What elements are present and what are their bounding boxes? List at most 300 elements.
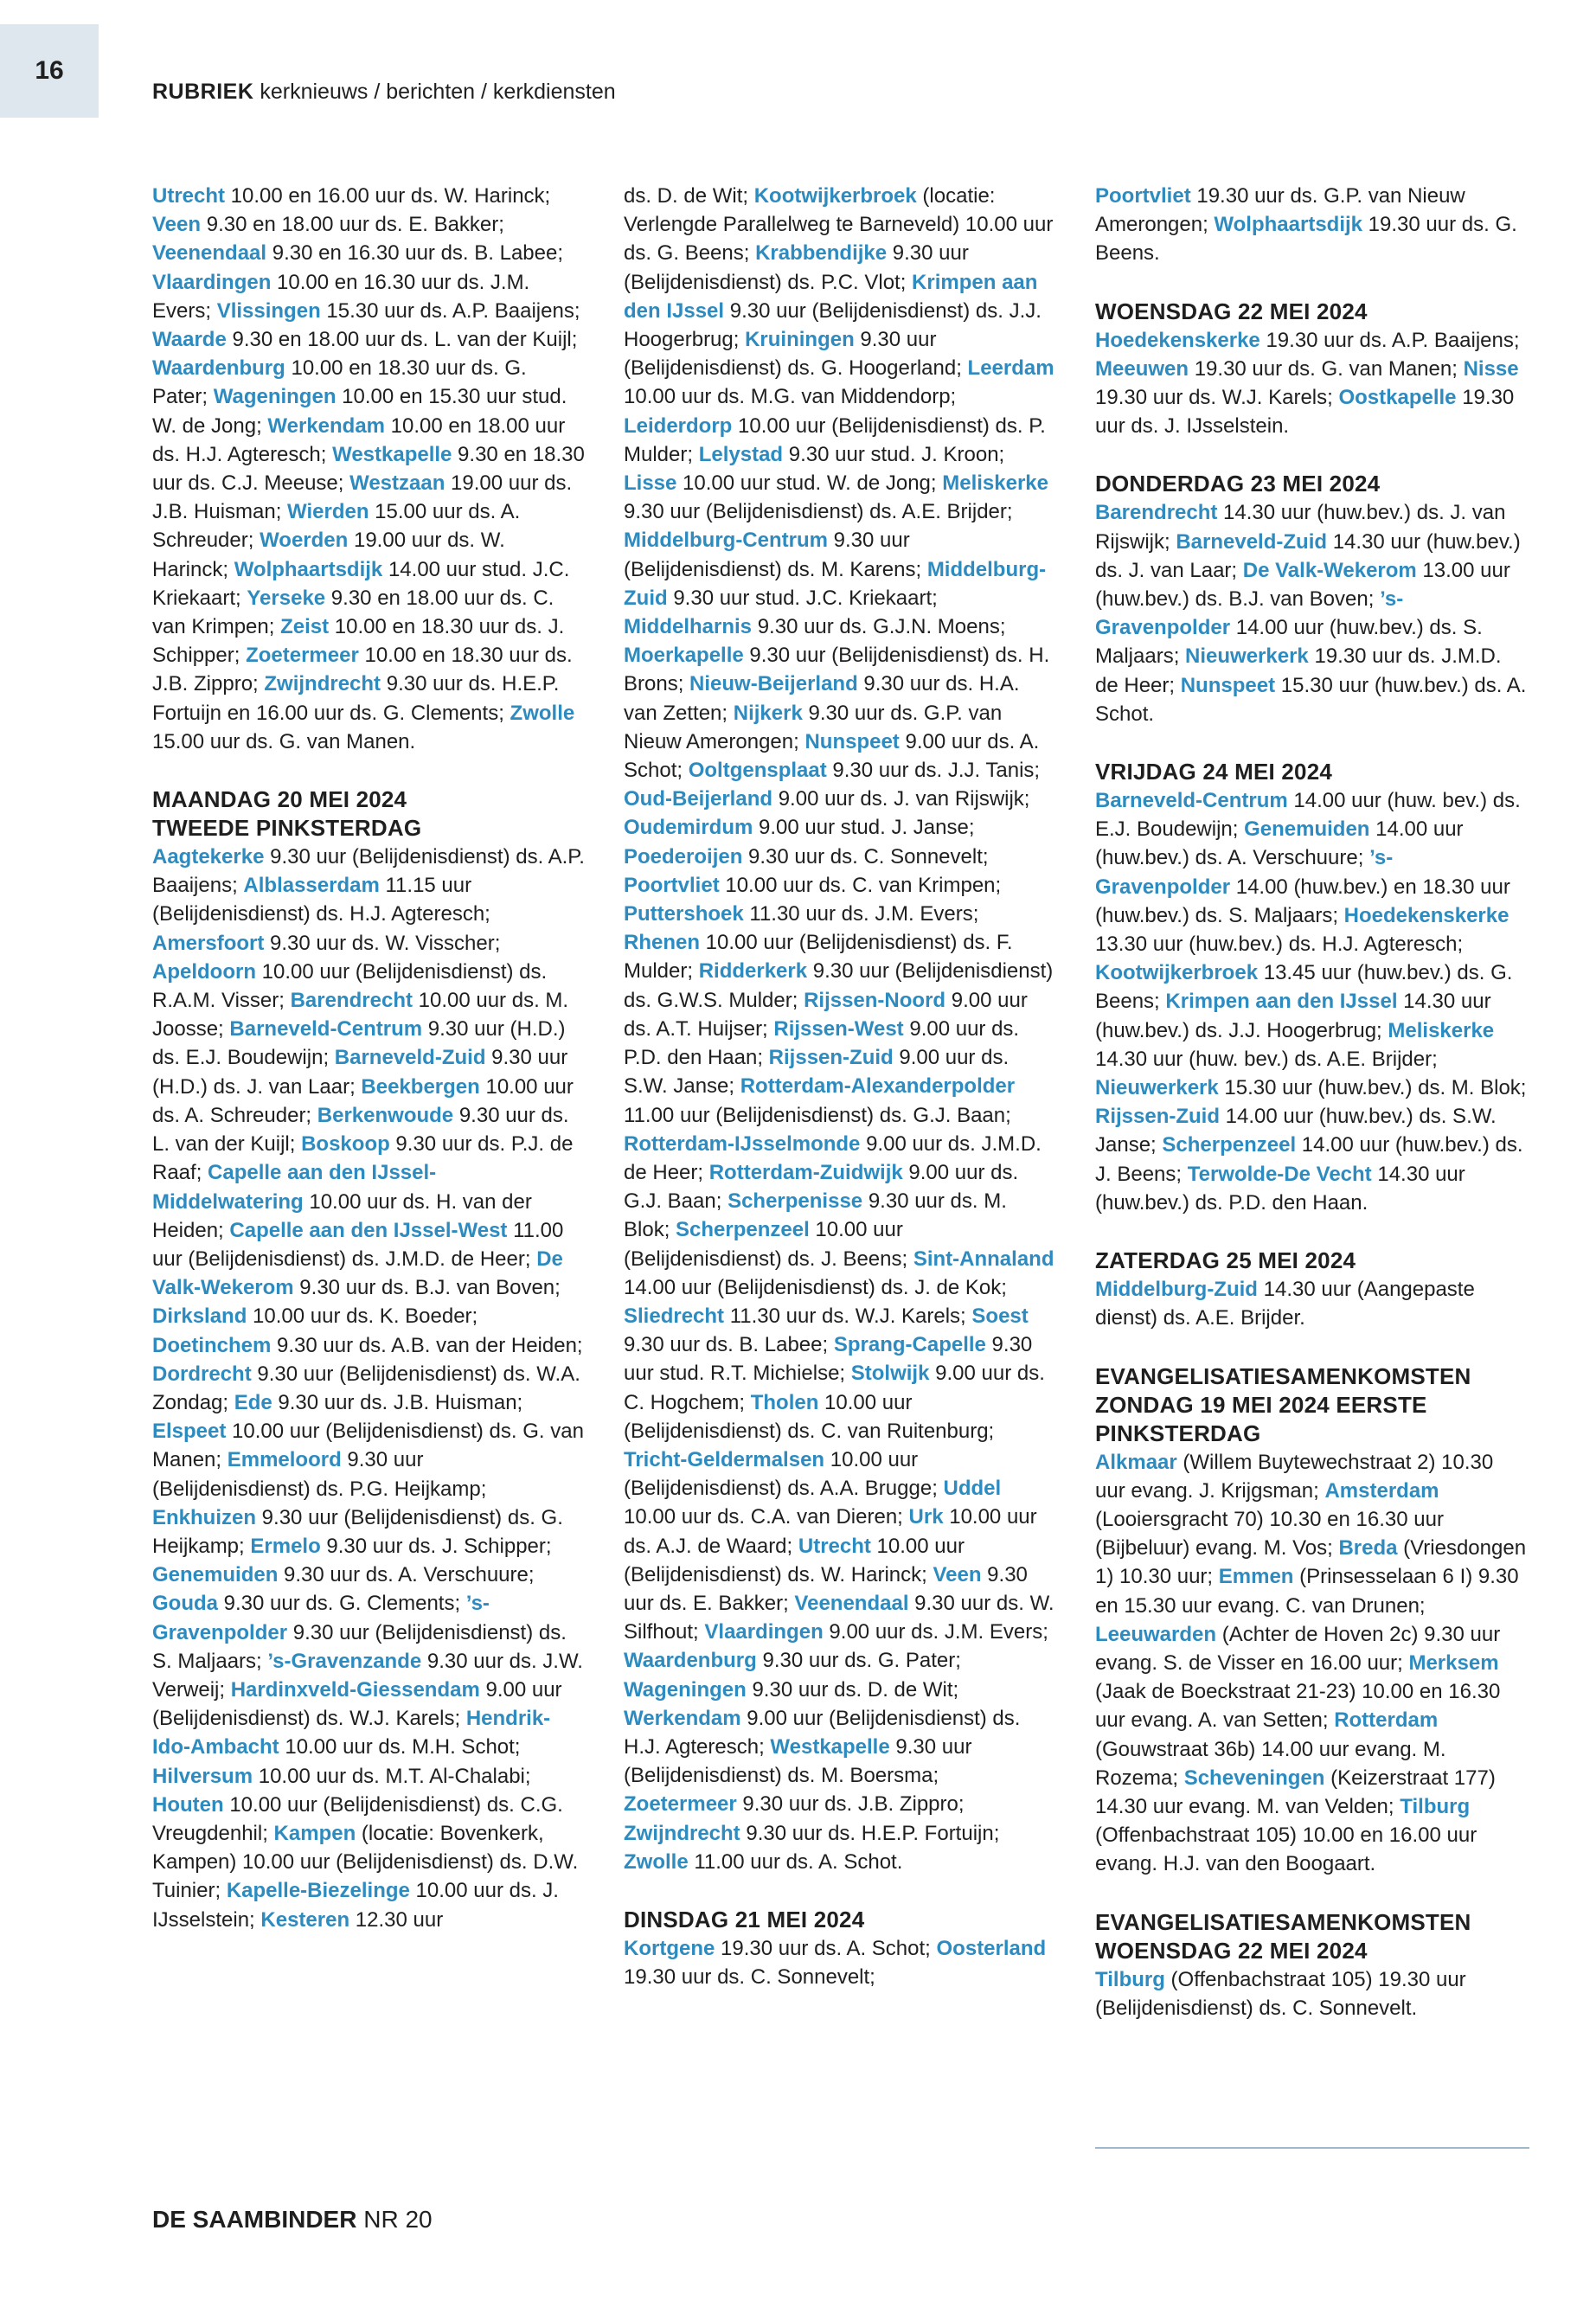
- service-details: 9.30 uur stud. J.C. Kriekaart;: [667, 586, 938, 610]
- service-details: 9.00 uur ds. P.D. den Haan;: [624, 1016, 1020, 1070]
- day-heading-line: WOENSDAG 22 MEI 2024: [1095, 298, 1368, 324]
- place-name: De Valk-Wekerom: [152, 1247, 563, 1300]
- place-name: Alkmaar: [1095, 1450, 1177, 1474]
- place-name: Nieuwerkerk: [1185, 644, 1309, 669]
- service-details: ds. D. de Wit;: [624, 184, 754, 208]
- place-name: Ede: [234, 1390, 272, 1414]
- place-name: Kootwijkerbroek: [753, 184, 917, 208]
- place-name: Hendrik-Ido-Ambacht: [152, 1707, 551, 1759]
- service-details: 9.30 uur ds. J.B. Zippro;: [736, 1792, 965, 1817]
- place-name: Utrecht: [152, 184, 226, 208]
- service-details: 9.30 uur ds. H.E.P. Fortuijn en 16.00 uur ds. G. Clements;: [152, 672, 560, 725]
- day-heading: [1095, 758, 1528, 786]
- place-name: Rijssen-West: [773, 1016, 904, 1041]
- service-details: 10.00 uur ds. C.A. van Dieren;: [624, 1505, 909, 1529]
- place-name: Genemuiden: [152, 1563, 279, 1587]
- service-details: 14.30 uur (huw.bev.) ds. J. van Rijswijk;: [1095, 501, 1506, 554]
- service-details: 10.00 en 18.00 uur ds. H.J. Agteresch;: [152, 413, 566, 466]
- service-details: 9.00 uur ds. A. Schot;: [624, 729, 1040, 783]
- place-name: Oosterland: [936, 1936, 1047, 1960]
- service-details: 14.00 uur (huw.bev.) ds. J. Beens;: [1095, 1133, 1523, 1186]
- place-name: Leerdam: [967, 356, 1054, 381]
- service-details: 19.30 uur ds. W.J. Karels;: [1095, 386, 1339, 410]
- place-name: Rotterdam-Zuidwijk: [708, 1160, 903, 1184]
- place-name: Wageningen: [624, 1677, 747, 1702]
- service-details: 19.00 uur ds. W. Harinck;: [152, 529, 505, 581]
- service-details: 9.00 uur ds. J. van Rijswijk;: [772, 787, 1030, 811]
- service-details: 11.30 uur ds. J.M. Evers;: [743, 902, 979, 926]
- service-details: 9.30 uur ds. J. Schipper;: [320, 1534, 552, 1558]
- service-details: 19.30 uur ds. J. IJsselstein.: [1095, 386, 1515, 439]
- service-listing: [1095, 1275, 1528, 1332]
- place-name: Woerden: [260, 529, 349, 553]
- place-name: Hardinxveld-Giessendam: [230, 1677, 480, 1702]
- column-1: [152, 182, 585, 1934]
- footer-issue: NR 20: [363, 2206, 433, 2233]
- place-name: Berkenwoude: [317, 1103, 454, 1127]
- service-details: 9.30 en 16.30 uur ds. B. Labee;: [266, 241, 564, 266]
- service-listing: [152, 843, 585, 1934]
- place-name: Sliedrecht: [624, 1304, 725, 1328]
- service-details: 10.00 uur (Belijdenisdienst) ds. R.A.M. Visser;: [152, 959, 548, 1013]
- place-name: Meliskerke: [1388, 1018, 1495, 1042]
- service-details: 14.30 uur (Aangepaste dienst) ds. A.E. Brijder.: [1095, 1278, 1475, 1330]
- place-name: Lelystad: [698, 442, 784, 466]
- service-details: 10.00 uur ds. A.J. de Waard;: [624, 1505, 1037, 1558]
- place-name: Kesteren: [260, 1907, 350, 1932]
- service-details: 9.00 uur ds. J.M. Evers;: [823, 1620, 1048, 1644]
- service-details: 9.00 uur stud. J. Janse;: [753, 816, 975, 840]
- day-heading-line: TWEEDE PINKSTERDAG: [152, 815, 422, 842]
- place-name: Kapelle-Biezelinge: [226, 1879, 410, 1903]
- service-details: 9.30 uur (H.D.) ds. E.J. Boudewijn;: [152, 1017, 566, 1070]
- service-details: 9.30 uur ds. E. Bakker;: [624, 1562, 1028, 1615]
- place-name: Puttershoek: [624, 902, 744, 926]
- service-details: 11.30 uur ds. W.J. Karels;: [724, 1304, 972, 1328]
- service-details: 15.00 uur ds. G. van Manen.: [152, 729, 416, 753]
- section-gap: [152, 756, 585, 785]
- place-name: Zoetermeer: [624, 1792, 737, 1817]
- service-details: 14.00 (huw.bev.) en 18.30 uur (huw.bev.) ds. S. Maljaars;: [1095, 875, 1510, 927]
- service-listing: [624, 182, 1056, 1876]
- place-name: Waardenburg: [152, 356, 285, 381]
- place-name: Capelle aan den IJssel-West: [229, 1218, 508, 1242]
- service-details: 9.30 uur (Belijdenisdienst) ds. M. Karens;: [624, 529, 927, 581]
- service-details: 9.30 uur stud. R.T. Michielse;: [624, 1333, 1033, 1386]
- service-details: 15.30 uur ds. A.P. Baaijens;: [320, 298, 580, 323]
- place-name: Kortgene: [624, 1936, 715, 1960]
- place-name: Barneveld-Zuid: [334, 1046, 486, 1070]
- footer-publication: DE SAAMBINDER: [152, 2206, 357, 2233]
- service-details: 9.30 uur ds. A.B. van der Heiden;: [271, 1333, 583, 1357]
- place-name: Ermelo: [250, 1534, 321, 1558]
- place-name: Zwolle: [624, 1849, 689, 1874]
- service-details: 9.30 uur ds. G. Clements;: [218, 1592, 466, 1616]
- service-details: 19.30 uur ds. G. van Manen;: [1189, 356, 1464, 381]
- service-details: 9.30 uur stud. J. Kroon;: [783, 442, 1005, 466]
- place-name: Emmen: [1218, 1565, 1294, 1589]
- service-details: 9.00 uur ds. A.T. Huijser;: [624, 988, 1028, 1041]
- place-name: ’s-Gravenpolder: [152, 1592, 490, 1644]
- place-name: Merksem: [1408, 1650, 1499, 1675]
- place-name: Oudemirdum: [624, 816, 753, 840]
- place-name: Waardenburg: [624, 1649, 757, 1673]
- place-name: Barneveld-Zuid: [1176, 529, 1328, 554]
- day-heading: [1095, 1247, 1528, 1275]
- service-details: 11.00 uur (Belijdenisdienst) ds. J.M.D. de Heer;: [152, 1218, 564, 1271]
- place-name: Wageningen: [213, 385, 337, 409]
- service-details: 10.00 uur (Belijdenisdienst) ds. W. Harinck;: [624, 1534, 965, 1586]
- day-heading-line: MAANDAG 20 MEI 2024: [152, 786, 407, 813]
- place-name: Zwijndrecht: [624, 1821, 740, 1845]
- place-name: Scherpenisse: [727, 1189, 863, 1214]
- service-details: 10.00 en 18.30 uur ds. J. Schipper;: [152, 615, 565, 668]
- place-name: Krimpen aan den IJssel: [1165, 990, 1398, 1014]
- place-name: De Valk-Wekerom: [1242, 558, 1417, 582]
- section-subtitle: kerknieuws / berichten / kerkdiensten: [260, 80, 616, 104]
- place-name: Rhenen: [624, 931, 701, 955]
- service-details: 10.00 uur (Belijdenisdienst) ds. J. Beens;: [624, 1218, 913, 1271]
- service-details: 14.30 uur (huw.bev.) ds. J. van Laar;: [1095, 529, 1521, 582]
- place-name: Nisse: [1463, 356, 1519, 381]
- service-details: 9.30 uur ds. D. de Wit;: [746, 1677, 959, 1702]
- service-details: 9.30 uur (Belijdenisdienst) ds. A.P. Baaijens;: [152, 845, 585, 898]
- place-name: Oud-Beijerland: [624, 787, 773, 811]
- service-details: 10.00 en 18.30 uur ds. G. Pater;: [152, 356, 527, 409]
- section-gap: [1095, 1879, 1528, 1908]
- service-details: 9.30 en 18.00 uur ds. E. Bakker;: [201, 213, 504, 237]
- place-name: Kruiningen: [745, 328, 855, 352]
- service-listing: [1095, 326, 1528, 441]
- place-name: Lisse: [624, 471, 677, 496]
- service-details: 10.00 en 16.30 uur ds. J.M. Evers;: [152, 270, 530, 323]
- place-name: Waarde: [152, 328, 227, 352]
- service-details: 9.30 uur (Belijdenisdienst) ds. M. Boersma;: [624, 1734, 972, 1788]
- place-name: Veen: [933, 1562, 982, 1586]
- service-details: 14.00 uur (huw.bev.) ds. S. Maljaars;: [1095, 616, 1483, 669]
- place-name: Enkhuizen: [152, 1505, 257, 1529]
- place-name: Wolphaartsdijk: [234, 557, 383, 581]
- place-name: Alblasserdam: [243, 874, 380, 898]
- service-details: 13.45 uur (huw.bev.) ds. G. Beens;: [1095, 961, 1513, 1014]
- service-details: (locatie: Bovenkerk, Kampen) 10.00 uur (Belijdenisdienst) ds. D.W. Tuinier;: [152, 1821, 579, 1903]
- service-details: 9.30 en 18.00 uur ds. L. van der Kuijl;: [226, 328, 578, 352]
- place-name: Hoedekenskerke: [1095, 328, 1260, 352]
- service-details: 9.30 uur ds. J.B. Huisman;: [272, 1390, 523, 1414]
- place-name: Nijkerk: [733, 701, 803, 725]
- service-details: 19.30 uur ds. G. Beens.: [1095, 213, 1517, 266]
- service-details: 13.30 uur (huw.bev.) ds. H.J. Agteresch;: [1095, 933, 1464, 957]
- day-heading: [1095, 470, 1528, 498]
- service-details: 14.00 uur (huw.bev.) ds. S.W. Janse;: [1095, 1105, 1497, 1157]
- service-details: 10.00 uur ds. C. van Krimpen;: [719, 873, 1002, 897]
- service-listing: [1095, 786, 1528, 1217]
- service-details: 10.00 uur ds. M. Joosse;: [152, 989, 569, 1042]
- service-details: 10.00 uur ds. M.G. van Middendorp;: [624, 385, 957, 409]
- service-details: 9.30 en 18.30 uur ds. C.J. Meeuse;: [152, 442, 585, 496]
- service-listing: [624, 1934, 1056, 1991]
- place-name: Tilburg: [1095, 1967, 1165, 1991]
- service-details: 9.30 uur (Belijdenisdienst) ds. A.E. Brijder;: [624, 500, 1013, 524]
- service-details: 9.30 uur (Belijdenisdienst) ds. W.A. Zondag;: [152, 1362, 580, 1414]
- service-details: 10.00 uur (Belijdenisdienst) ds. A.A. Brugge;: [624, 1447, 944, 1501]
- place-name: Zwijndrecht: [264, 672, 381, 696]
- place-name: Stolwijk: [850, 1362, 930, 1386]
- service-details: 9.00 uur ds. J.M.D. de Heer;: [624, 1131, 1042, 1184]
- service-details: 10.00 uur (Belijdenisdienst) ds. C. van Ruitenburg;: [624, 1390, 995, 1443]
- service-details: 9.30 uur ds. C. Sonnevelt;: [742, 844, 989, 868]
- service-details: 10.00 en 15.30 uur stud. W. de Jong;: [152, 385, 567, 438]
- place-name: Breda: [1338, 1536, 1398, 1561]
- section-gap: [624, 1876, 1056, 1906]
- service-listing: [1095, 498, 1528, 728]
- service-details: 9.00 uur (Belijdenisdienst) ds. W.J. Karels;: [152, 1677, 562, 1731]
- place-name: Nunspeet: [804, 729, 900, 753]
- section-gap: [1095, 440, 1528, 470]
- service-details: 10.00 uur ds. M.T. Al-Chalabi;: [253, 1764, 531, 1788]
- place-name: Vlaardingen: [152, 270, 272, 294]
- place-name: Wolphaartsdijk: [1214, 213, 1363, 237]
- service-details: 11.00 uur ds. A. Schot.: [688, 1849, 903, 1874]
- service-details: 10.00 uur ds. A. Schreuder;: [152, 1074, 574, 1127]
- place-name: Dordrecht: [152, 1362, 252, 1386]
- service-details: 9.30 uur (Belijdenisdienst) ds. S. Maljaars;: [152, 1620, 567, 1673]
- day-heading-line: VRIJDAG 24 MEI 2024: [1095, 759, 1333, 785]
- service-details: 9.30 uur ds. M. Blok;: [624, 1189, 1007, 1242]
- place-name: Rijssen-Noord: [804, 988, 946, 1012]
- place-name: Elspeet: [152, 1420, 227, 1444]
- place-name: Uddel: [943, 1477, 1002, 1501]
- service-details: 14.00 uur (huw. bev.) ds. E.J. Boudewijn;: [1095, 789, 1521, 842]
- service-details: 9.00 uur ds. C. Hogchem;: [624, 1362, 1045, 1414]
- place-name: Leiderdorp: [624, 413, 733, 438]
- service-details: (Looiersgracht 70) 10.30 en 16.30 uur (Bijbeluur) evang. M. Vos;: [1095, 1507, 1444, 1561]
- place-name: Middelharnis: [624, 615, 753, 639]
- place-name: Apeldoorn: [152, 959, 256, 984]
- day-heading: [624, 1906, 1056, 1934]
- place-name: Emmeloord: [227, 1448, 342, 1472]
- place-name: Rotterdam: [1334, 1708, 1439, 1733]
- service-details: 19.30 uur ds. J.M.D. de Heer;: [1095, 644, 1502, 697]
- place-name: Sint-Annaland: [913, 1247, 1054, 1271]
- day-heading-line: EVANGELISATIESAMENKOMSTEN: [1095, 1362, 1471, 1389]
- place-name: Barendrecht: [1095, 501, 1218, 525]
- place-name: Soest: [971, 1304, 1029, 1328]
- place-name: Krabbendijke: [755, 241, 888, 266]
- place-name: Oostkapelle: [1338, 386, 1457, 410]
- service-details: (locatie: Verlengde Parallelweg te Barneveld) 10.00 uur ds. G. Beens;: [624, 184, 1054, 266]
- service-details: 9.30 uur ds. G.J.N. Moens;: [752, 615, 1006, 639]
- service-details: 19.30 uur ds. C. Sonnevelt;: [624, 1965, 875, 1990]
- page-number-box: [0, 24, 99, 118]
- place-name: Amsterdam: [1324, 1478, 1439, 1503]
- service-listing: [1095, 182, 1528, 268]
- section-gap: [1095, 268, 1528, 298]
- place-name: Scheveningen: [1183, 1766, 1325, 1790]
- service-details: 9.30 uur ds. B.J. van Boven;: [293, 1276, 561, 1300]
- place-name: Amersfoort: [152, 931, 265, 955]
- service-details: (Achter de Hoven 2c) 9.30 uur evang. S. de Visser en 16.00 uur;: [1095, 1622, 1501, 1675]
- section-gap: [1095, 1217, 1528, 1247]
- place-name: Poortvliet: [624, 873, 720, 897]
- service-details: 9.30 uur (Belijdenisdienst) ds. P.C. Vlot;: [624, 241, 969, 294]
- place-name: Poortvliet: [1095, 184, 1191, 208]
- column-3: [1095, 182, 1528, 2022]
- place-name: Terwolde-De Vecht: [1187, 1162, 1372, 1186]
- service-details: 9.00 uur ds. G.J. Baan;: [624, 1160, 1019, 1214]
- place-name: Utrecht: [798, 1534, 871, 1558]
- day-heading-line: DONDERDAG 23 MEI 2024: [1095, 471, 1381, 497]
- place-name: Krimpen aan den IJssel: [624, 270, 1038, 323]
- service-details: 10.00 uur stud. W. de Jong;: [676, 471, 943, 496]
- service-details: 9.30 uur ds. J.J. Tanis;: [826, 759, 1041, 783]
- place-name: Westkapelle: [332, 442, 452, 466]
- place-name: Sprang-Capelle: [833, 1333, 986, 1357]
- service-details: 9.30 uur (Belijdenisdienst) ds. P.G. Heijkamp;: [152, 1448, 487, 1501]
- service-details: 10.00 uur (Belijdenisdienst) ds. P. Mulder;: [624, 413, 1046, 466]
- place-name: Boskoop: [301, 1132, 390, 1157]
- service-listing: [1095, 1965, 1528, 2022]
- place-name: Hilversum: [152, 1764, 253, 1788]
- service-details: 9.30 uur ds. W. Silfhout;: [624, 1591, 1054, 1644]
- service-details: 9.30 uur (Belijdenisdienst) ds. J.J. Hoogerbrug;: [624, 298, 1042, 352]
- service-details: 10.00 uur ds. K. Boeder;: [247, 1304, 478, 1329]
- service-details: 9.00 uur ds. S.W. Janse;: [624, 1046, 1010, 1099]
- place-name: Meeuwen: [1095, 356, 1189, 381]
- place-name: ’s-Gravenpolder: [1095, 587, 1404, 640]
- place-name: Capelle aan den IJssel-Middelwatering: [152, 1161, 437, 1214]
- service-details: (Offenbachstraat 105) 19.30 uur (Belijdenisdienst) ds. C. Sonnevelt.: [1095, 1967, 1466, 2020]
- service-details: (Jaak de Boeckstraat 21-23) 10.00 en 16.30 uur evang. A. van Setten;: [1095, 1680, 1501, 1733]
- service-details: 10.00 uur (Belijdenisdienst) ds. C.G. Vreugdenhil;: [152, 1792, 563, 1845]
- service-details: 9.30 uur ds. W. Visscher;: [264, 931, 501, 955]
- column-end-divider: [1095, 2147, 1529, 2149]
- service-details: (Offenbachstraat 105) 10.00 en 16.00 uur evang. H.J. van den Boogaart.: [1095, 1823, 1477, 1876]
- place-name: Zeist: [280, 615, 330, 639]
- place-name: Rijssen-Zuid: [768, 1046, 894, 1070]
- service-details: 9.30 uur (Belijdenisdienst) ds. G. Hoogerland;: [624, 328, 968, 381]
- place-name: Ridderkerk: [698, 959, 808, 984]
- service-details: (Gouwstraat 36b) 14.00 uur evang. M. Rozema;: [1095, 1737, 1446, 1790]
- service-details: 9.30 uur ds. H.A. van Zetten;: [624, 672, 1020, 725]
- day-heading-line: DINSDAG 21 MEI 2024: [624, 1906, 865, 1932]
- service-details: 10.00 en 18.30 uur ds. J.B. Zippro;: [152, 644, 573, 696]
- place-name: Rotterdam-Alexanderpolder: [740, 1074, 1016, 1099]
- place-name: Beekbergen: [361, 1074, 480, 1099]
- place-name: Veen: [152, 213, 202, 237]
- day-heading: [1095, 1362, 1528, 1448]
- place-name: Kampen: [273, 1821, 356, 1845]
- place-name: ’s-Gravenzande: [267, 1649, 422, 1673]
- service-details: 14.00 uur (huw.bev.) ds. A. Verschuure;: [1095, 817, 1464, 870]
- section-gap: [1095, 728, 1528, 758]
- service-details: 9.30 uur ds. B. Labee;: [624, 1333, 834, 1357]
- service-details: 9.30 uur ds. H.E.P. Fortuijn;: [740, 1821, 1000, 1845]
- service-details: 15.30 uur (huw.bev.) ds. M. Blok;: [1218, 1076, 1527, 1100]
- service-listing: [1095, 1448, 1528, 1879]
- service-details: 10.00 uur ds. J. IJsselstein;: [152, 1879, 559, 1932]
- service-details: 12.30 uur: [349, 1907, 444, 1932]
- place-name: Gouda: [152, 1592, 218, 1616]
- place-name: Rijssen-Zuid: [1095, 1105, 1221, 1129]
- place-name: Werkendam: [624, 1706, 741, 1730]
- service-details: 9.30 uur ds. L. van der Kuijl;: [152, 1103, 569, 1157]
- place-name: Nieuw-Beijerland: [689, 672, 858, 696]
- service-details: 10.00 uur (Belijdenisdienst) ds. F. Mulder;: [624, 931, 1013, 984]
- service-details: 9.30 uur (Belijdenisdienst) ds. H. Brons;: [624, 644, 1050, 696]
- place-name: Westkapelle: [770, 1734, 890, 1759]
- footer: [152, 2206, 433, 2234]
- place-name: Tholen: [750, 1390, 819, 1414]
- service-details: 9.30 uur ds. P.J. de Raaf;: [152, 1132, 574, 1185]
- column-2: [624, 182, 1056, 1991]
- place-name: Barendrecht: [290, 989, 413, 1013]
- service-details: 19.30 uur ds. G.P. van Nieuw Amerongen;: [1095, 184, 1465, 237]
- service-details: 9.30 uur ds. G. Pater;: [756, 1649, 961, 1673]
- place-name: Nieuwerkerk: [1095, 1076, 1219, 1100]
- place-name: Westzaan: [349, 471, 445, 496]
- service-details: 10.00 uur ds. H. van der Heiden;: [152, 1189, 532, 1242]
- service-details: 9.30 uur ds. A. Verschuure;: [278, 1563, 535, 1587]
- page-number: 16: [35, 56, 64, 85]
- place-name: Vlaardingen: [704, 1620, 824, 1644]
- day-heading-line: ZATERDAG 25 MEI 2024: [1095, 1247, 1356, 1274]
- service-details: 9.30 uur ds. J.W. Verweij;: [152, 1649, 583, 1702]
- place-name: Middelburg-Centrum: [624, 529, 828, 553]
- place-name: Poederoijen: [624, 844, 743, 868]
- place-name: Hoedekenskerke: [1343, 903, 1509, 927]
- day-heading-line: ZONDAG 19 MEI 2024 EERSTE: [1095, 1391, 1427, 1418]
- day-heading-line: PINKSTERDAG: [1095, 1420, 1261, 1446]
- section-gap: [1095, 1333, 1528, 1362]
- place-name: Veenendaal: [794, 1591, 909, 1615]
- service-details: 19.00 uur ds. J.B. Huisman;: [152, 471, 573, 524]
- place-name: Rotterdam-IJsselmonde: [624, 1131, 861, 1156]
- place-name: Veenendaal: [152, 241, 267, 266]
- place-name: Zwolle: [510, 701, 575, 725]
- service-details: 14.00 uur stud. J.C. Kriekaart;: [152, 557, 570, 610]
- place-name: ’s-Gravenpolder: [1095, 846, 1394, 899]
- service-details: 13.00 uur (huw.bev.) ds. B.J. van Boven;: [1095, 558, 1510, 612]
- place-name: Tricht-Geldermalsen: [624, 1447, 825, 1471]
- place-name: Aagtekerke: [152, 845, 265, 869]
- service-details: 9.00 uur (Belijdenisdienst) ds. H.J. Agteresch;: [624, 1706, 1021, 1759]
- place-name: Genemuiden: [1244, 817, 1370, 842]
- place-name: Yerseke: [247, 586, 326, 610]
- service-details: 15.30 uur (huw.bev.) ds. A. Schot.: [1095, 673, 1527, 726]
- service-details: 9.30 uur (Belijdenisdienst) ds. G.W.S. Mulder;: [624, 959, 1054, 1012]
- service-details: (Vriesdongen 1) 10.30 uur;: [1095, 1536, 1527, 1589]
- service-details: 14.30 uur (huw.bev.) ds. J.J. Hoogerbrug;: [1095, 990, 1491, 1042]
- service-details: 10.00 uur (Belijdenisdienst) ds. G. van Manen;: [152, 1420, 584, 1472]
- place-name: Scherpenzeel: [676, 1218, 810, 1242]
- service-details: (Prinsesselaan 6 I) 9.30 en 15.30 uur evang. C. van Drunen;: [1095, 1565, 1519, 1618]
- place-name: Werkendam: [267, 413, 386, 438]
- section-header: [152, 80, 616, 105]
- day-heading-line: WOENSDAG 22 MEI 2024: [1095, 1937, 1368, 1964]
- service-details: 19.30 uur ds. A. Schot;: [715, 1936, 937, 1960]
- place-name: Nunspeet: [1180, 673, 1276, 697]
- day-heading: [152, 785, 585, 843]
- service-details: (Keizerstraat 177) 14.30 uur evang. M. van Velden;: [1095, 1766, 1496, 1818]
- service-details: 10.00 en 16.00 uur ds. W. Harinck;: [225, 184, 551, 208]
- place-name: Vlissingen: [216, 298, 321, 323]
- service-listing: [152, 182, 585, 756]
- day-heading: [1095, 1908, 1528, 1965]
- service-details: 14.00 uur (Belijdenisdienst) ds. J. de Kok;: [624, 1275, 1007, 1299]
- day-heading: [1095, 298, 1528, 326]
- place-name: Ooltgensplaat: [688, 759, 827, 783]
